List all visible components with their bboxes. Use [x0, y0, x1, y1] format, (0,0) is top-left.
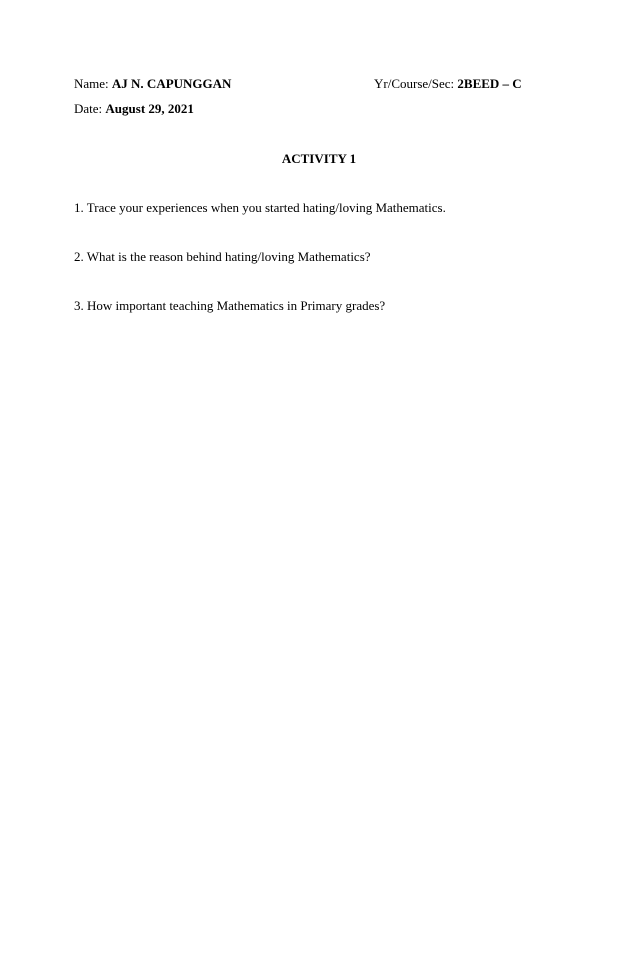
date-label: Date:: [74, 101, 103, 116]
question-1: 1. Trace your experiences when you started hating/loving Mathematics.: [74, 200, 446, 215]
section-value: 2BEED – C: [457, 76, 522, 91]
name-value: AJ N. CAPUNGGAN: [111, 76, 232, 91]
name-label: Name:: [74, 76, 109, 91]
activity-title: ACTIVITY 1: [281, 151, 357, 166]
section-label: Yr/Course/Sec:: [374, 76, 455, 91]
question-2: 2. What is the reason behind hating/loving Mathematics?: [74, 249, 371, 264]
section-line: [374, 76, 522, 92]
date-value: August 29, 2021: [105, 101, 194, 116]
question-3: 3. How important teaching Mathematics in Primary grades?: [74, 298, 386, 313]
date-line: [74, 101, 194, 117]
name-line: [74, 76, 231, 92]
